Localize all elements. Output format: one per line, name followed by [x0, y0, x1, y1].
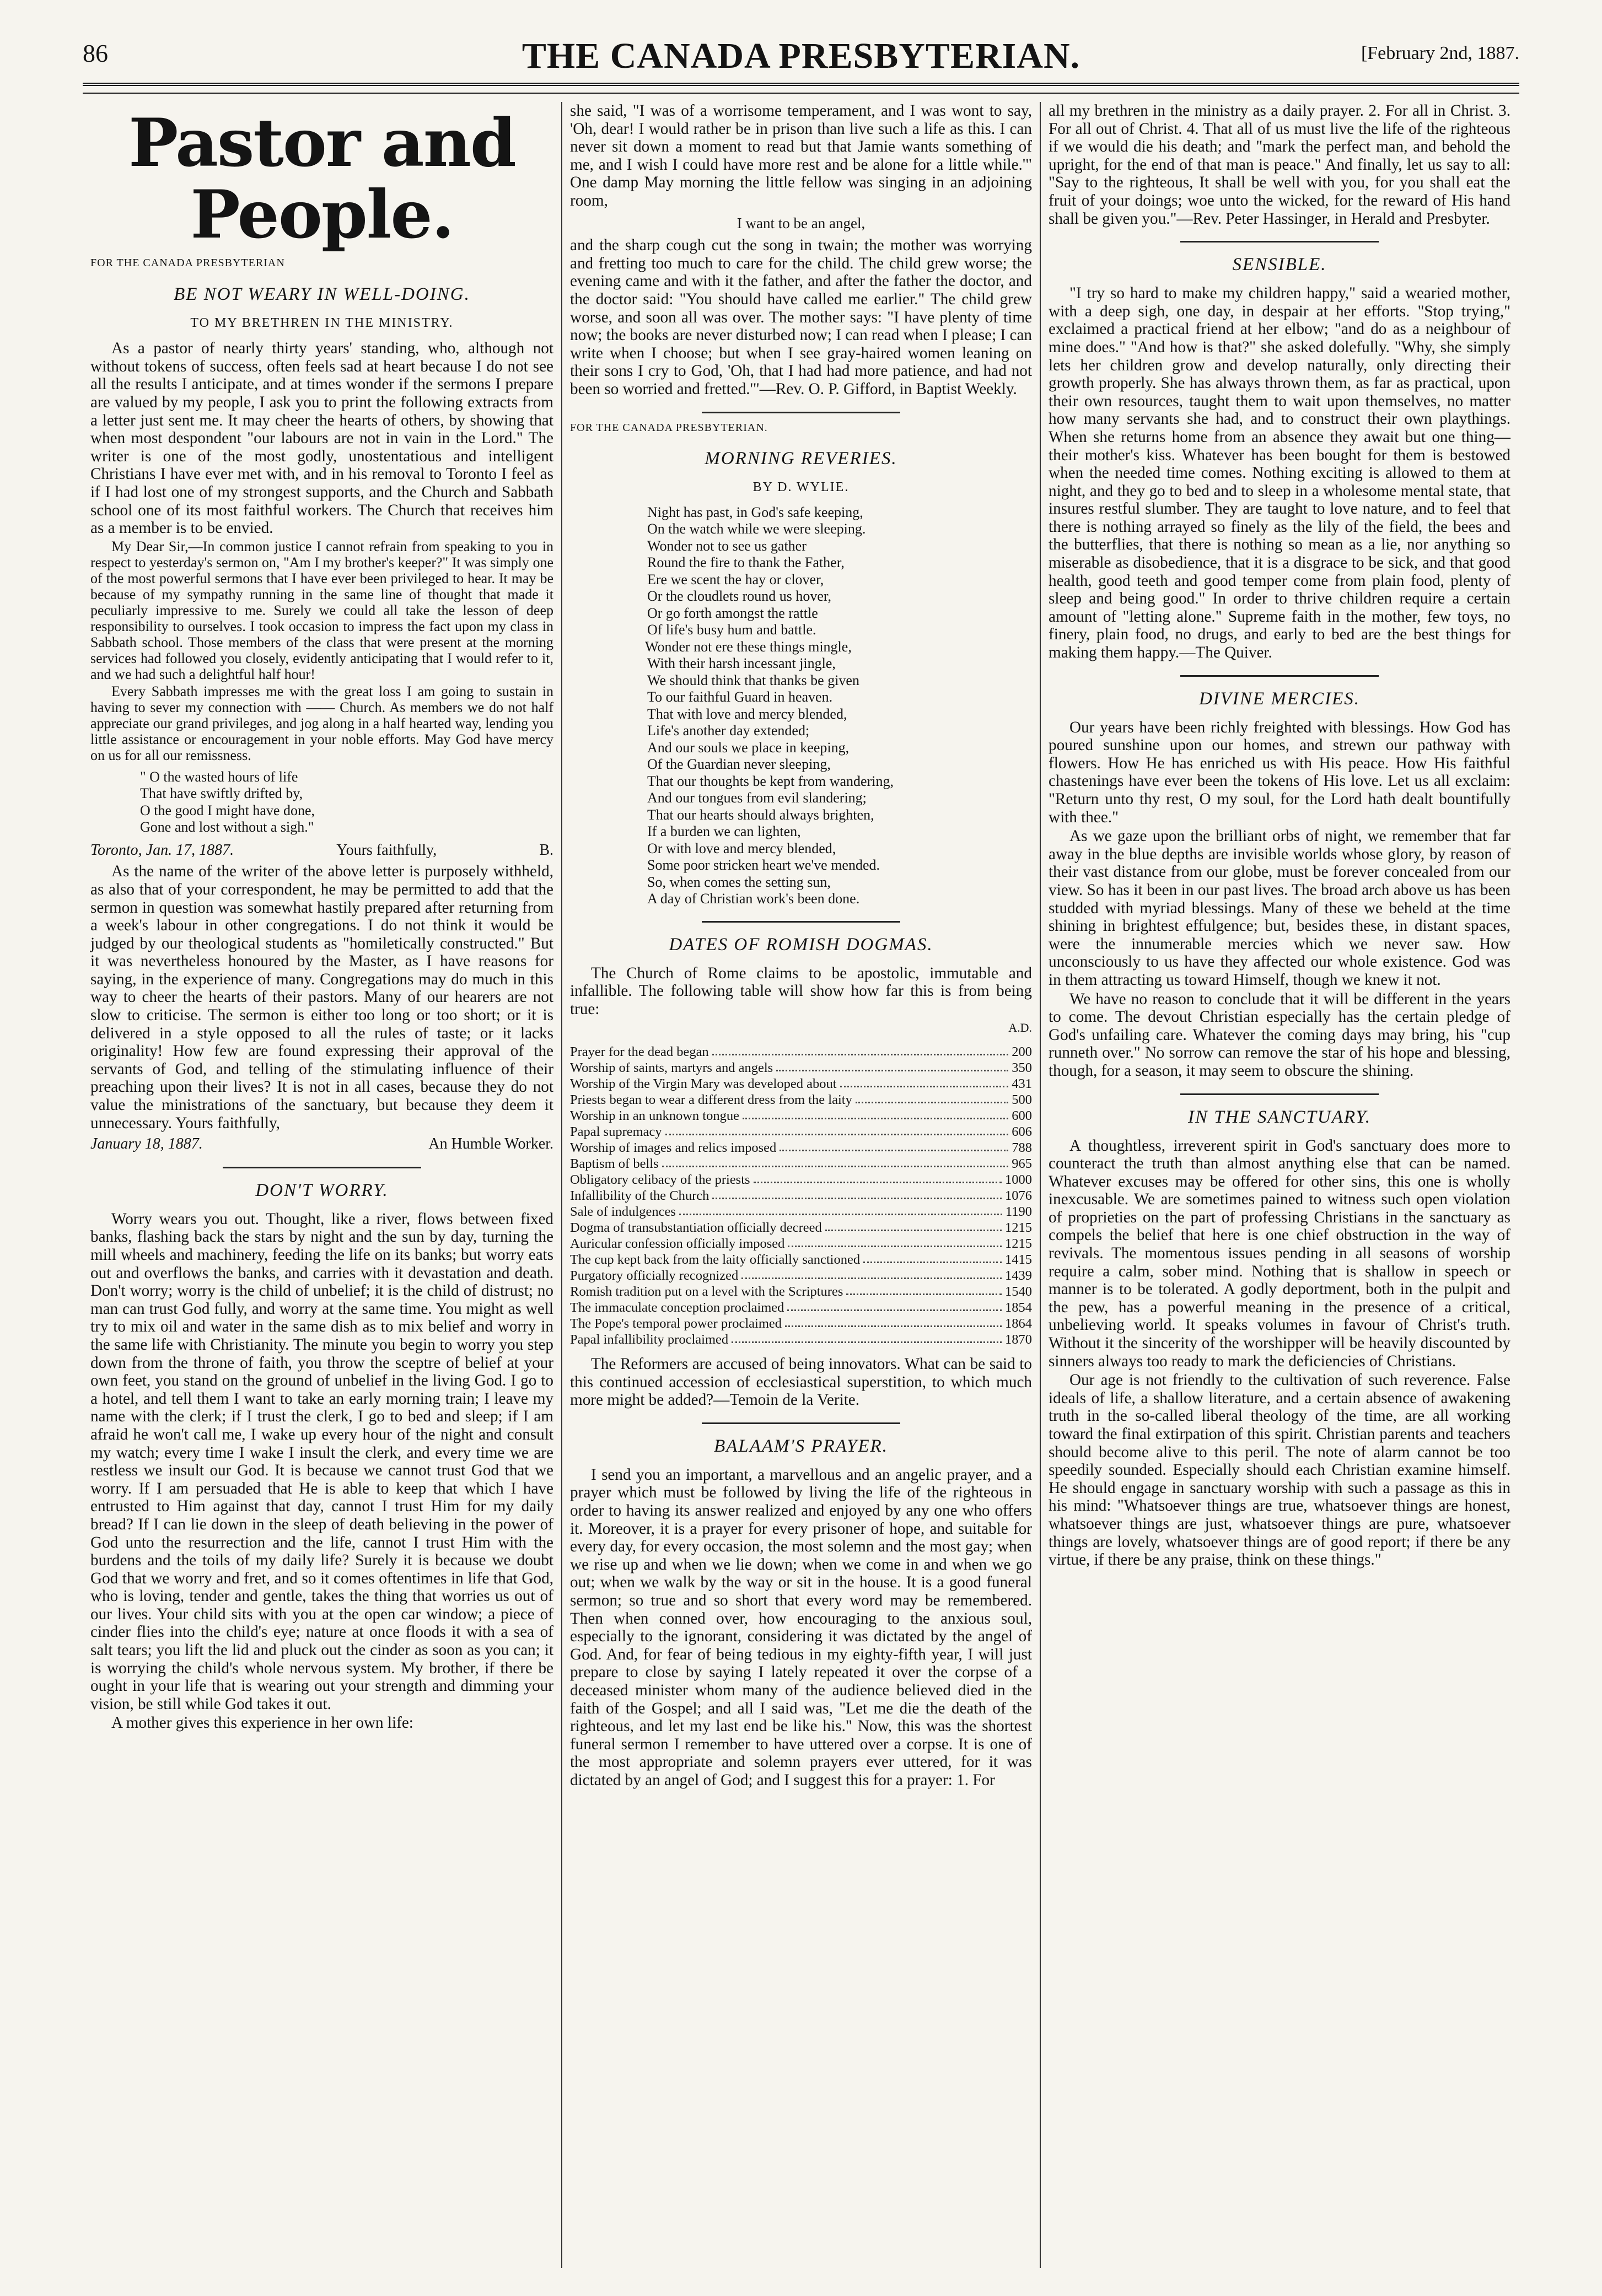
- article-paragraph: Worry wears you out. Thought, like a river, flows between fixed banks, flashing back the stars by night and the sun by day, turning the mill wheels and machinery, feeding the life on its banks; but worry eats out and overflows the banks, and carries with it devastation and death. Don't worry; worry is the child of unbelief; it is the child of distrust; no man can trust God fully, and worry at the same time. You might as well try to mix oil and water in the same dish as to mix belief and worry in the same life with Christianity. The minute you begin to worry you step down from the throne of faith, you throw the sceptre of belief at your own feet, you stand on the ground of unbelief in the living God. I go to a hotel, and tell them I want to take an early morning train; I leave my name with the clerk; if I trust the clerk, I go to bed and sleep; if I am afraid he won't call me, I wake up every hour of the night and consult my watch; every time I wake I insult the clerk, and every time we are restless we insult our God. It is because we cannot trust God that we worry. If I am persuaded that He is able to keep that which I have entrusted to Him against that day, cannot I trust Him for my daily bread? If I can lie down in the sleep of death believing in the power of God unto the resurrection and the life, cannot I trust Him with the burdens and the toils of my daily life? Surely it is because we doubt God that we worry and fret, and so it comes oftentimes in life that God, who is loving, tender and gentle, takes the thing that worries us out of our lives. Your child sits with you at the open car window; a piece of cinder flies into the child's eye; nature at once floods it with a sea of salt tears; you lift the lid and pluck out the cinder as soon as you can; it is worrying the child's whole nervous system. My brother, if there be ought in your life that is wearing out your strength and dimming your vision, be still while God takes it out.: [90, 1210, 553, 1713]
- dogma-year: 1870: [1005, 1332, 1032, 1348]
- poem-line: Or go forth amongst the rattle: [647, 605, 818, 621]
- dogma-name: Purgatory officially recognized: [570, 1268, 739, 1284]
- article-heading-morning-reveries: MORNING REVERIES.: [705, 449, 897, 469]
- article-paragraph: Our age is not friendly to the cultivation of such reverence. False ideals of life, a shallow literature, and a certain absence of awakening truth in the so-called liberal theology of the time, are all working toward the final extirpation of this spirit. Christian parents and teachers should become alive to this peril. The note of alarm cannot be too speedily sounded. Especially should each Christian examine himself. He should engage in sanctuary worship with such a passage as this in his mind: "Whatsoever things are true, whatsoever things are honest, whatsoever things are just, whatsoever things are pure, whatsoever things are lovely, whatsoever things are of good report; if there be any virtue, if there be any praise, think on these things.": [1049, 1371, 1510, 1569]
- signature-initial: B.: [539, 841, 553, 859]
- dogma-year: 431: [1012, 1076, 1032, 1092]
- divider: [702, 921, 900, 923]
- dogma-name: Papal infallibility proclaimed: [570, 1332, 729, 1348]
- signature-place: Toronto, Jan. 17, 1887.: [90, 841, 234, 859]
- leader-dots: [732, 1341, 1002, 1343]
- article-paragraph: she said, "I was of a worrisome temperament, and I was wont to say, 'Oh, dear! I would rather be in prison than live such a life as this. I can never sit down a moment to read but that Jamie wants something of me, and I wish I could have more rest and be alone for a little while.'" One damp May morning the little fellow was singing in an adjoining room,: [570, 102, 1032, 209]
- article-heading-dates-dogmas: DATES OF ROMISH DOGMAS.: [669, 934, 933, 955]
- article-subheading: TO MY BRETHREN IN THE MINISTRY.: [190, 315, 454, 330]
- dogma-name: The cup kept back from the laity officially sanctioned: [570, 1252, 861, 1268]
- dogma-year: 1215: [1005, 1236, 1032, 1252]
- poem-line: That our thoughts be kept from wandering,: [647, 773, 894, 789]
- quoted-song-line: I want to be an angel,: [737, 214, 865, 231]
- dogma-year: 606: [1012, 1124, 1032, 1140]
- table-row: [570, 1236, 1032, 1252]
- column-2: [561, 102, 1040, 2268]
- divider: [1180, 675, 1379, 677]
- poem-line: And our souls we place in keeping,: [647, 739, 850, 756]
- letter-paragraph: My Dear Sir,—In common justice I cannot refrain from speaking to you in respect to yesterday's sermon on, "Am I my brother's keeper?" It was simply one of the most powerful sermons that I have ever been privileged to hear. It may be because of my sympathy running in the same line of thought that made it peculiarly impressive to me. Surely we could all take the lesson of deep responsibility to ourselves. I took occasion to impress the fact upon my class in Sabbath school. Those members of the class that were present at the morning services had followed you closely, evidently anticipating that I would refer to it, and we had such a delightful half hour!: [90, 538, 553, 682]
- signature-date: January 18, 1887.: [90, 1135, 203, 1153]
- masthead: [83, 36, 1519, 83]
- poem-line: " O the wasted hours of life: [140, 768, 298, 785]
- dogma-year: 1540: [1005, 1284, 1032, 1300]
- poem-line: Or with love and mercy blended,: [647, 840, 836, 856]
- poem-line: So, when comes the setting sun,: [647, 874, 831, 890]
- poem-line: That have swiftly drifted by,: [140, 785, 303, 802]
- dogma-name: Worship of the Virgin Mary was developed about: [570, 1076, 837, 1092]
- leader-dots: [856, 1102, 1008, 1103]
- article-paragraph: A mother gives this experience in her own life:: [111, 1714, 413, 1732]
- leader-dots: [776, 1070, 1008, 1071]
- table-row: [570, 1300, 1032, 1316]
- leader-dots: [743, 1118, 1008, 1119]
- divider: [223, 1167, 421, 1168]
- poem-line: That with love and mercy blended,: [647, 705, 847, 722]
- dogma-year: 200: [1012, 1044, 1032, 1060]
- leader-dots: [788, 1246, 1002, 1247]
- table-row: [570, 1332, 1032, 1348]
- table-row: [570, 1108, 1032, 1124]
- poem-line: That our hearts should always brighten,: [647, 806, 874, 823]
- article-heading-be-not-weary: BE NOT WEARY IN WELL-DOING.: [174, 284, 470, 304]
- poem-line: Round the fire to thank the Father,: [647, 554, 845, 571]
- leader-dots: [754, 1182, 1002, 1183]
- poem-line: Or the cloudlets round us hover,: [647, 588, 832, 605]
- table-row: [570, 1172, 1032, 1188]
- article-heading-in-the-sanctuary: IN THE SANCTUARY.: [1188, 1107, 1371, 1127]
- dogma-year: 1864: [1005, 1316, 1032, 1332]
- poem-line: Life's another day extended;: [647, 723, 810, 739]
- column-3: [1040, 102, 1518, 2268]
- dogma-year: 788: [1012, 1140, 1032, 1156]
- leader-dots: [787, 1309, 1002, 1311]
- divider: [1180, 241, 1379, 242]
- section-title: Pastor and People.: [128, 104, 515, 254]
- leader-dots: [846, 1293, 1002, 1295]
- for-label: FOR THE CANADA PRESBYTERIAN: [90, 257, 285, 269]
- issue-date: [February 2nd, 1887.: [1361, 43, 1519, 63]
- columns: [83, 102, 1519, 2268]
- table-row: [570, 1284, 1032, 1300]
- letter-paragraph: Every Sabbath impresses me with the great loss I am going to sustain in having to sever my connection with —— Church. As members we do not half appreciate our grand privileges, and jog along in a half hearted way, lending you little assistance or encouragement in your noble efforts. May God have mercy on us for all our remissness.: [90, 683, 553, 763]
- article-signature: [90, 1135, 553, 1154]
- poem-line: Wonder not to see us gather: [647, 537, 807, 554]
- for-label: FOR THE CANADA PRESBYTERIAN.: [570, 421, 768, 434]
- poem-line: On the watch while we were sleeping.: [647, 521, 866, 537]
- article-heading-divine-mercies: DIVINE MERCIES.: [1198, 688, 1361, 709]
- article-paragraph: As the name of the writer of the above letter is purposely withheld, as also that of your correspondent, he may be permitted to add that the sermon in question was somewhat hastily prepared after returning from a week's labour in other congregations. I do not think it would be judged by our theological students as "homiletically constructed." But it was nevertheless honoured by the Master, as I have reasons for saying, in the experience of many. Congregations may do much in this way to cheer the hearts of their pastors. Many of our hearers are not slow to criticise. The sermon is either too long or too short; or it is delivered in a style opposed to all the rules of taste; or it lacks originality! How few are found expressing their approval of the servants of God, and telling of the stimulating influence of their preaching upon their lives? It is not in all cases, because they do not value the ministrations of the sanctuary, but because they deem it unnecessary. Yours faithfully,: [90, 863, 553, 1132]
- masthead-rule: [83, 83, 1519, 86]
- dogma-year: 1215: [1005, 1220, 1032, 1236]
- article-paragraph: As a pastor of nearly thirty years' standing, who, although not without tokens of success, often feels sad at heart because I do not see all the results I anticipate, and at times wonder if the sermons I prepare are valued by my people, I ask you to print the following extracts from a letter just sent me. It may cheer the hearts of others, by showing that when most despondent "our labours are not in vain in the Lord." The writer is one of the most godly, unostentatious and intelligent Christians I have ever met with, and in his removal to Toronto I feel as if I had lost one of my strongest supports, and the Church and Sabbath school one of its most faithful workers. The Church that receives him as a member is to be envied.: [90, 339, 553, 537]
- dogma-name: Dogma of transubstantiation officially decreed: [570, 1220, 822, 1236]
- table-row: [570, 1316, 1032, 1332]
- column-1: [83, 102, 561, 2268]
- poem-line: And our tongues from evil slandering;: [647, 790, 867, 806]
- poem-line: Of the Guardian never sleeping,: [647, 756, 831, 773]
- poem-line: A day of Christian work's been done.: [647, 891, 860, 907]
- table-row: [570, 1252, 1032, 1268]
- dogma-table: [570, 1044, 1032, 1348]
- dogma-year: 1076: [1005, 1188, 1032, 1204]
- dogma-name: The Pope's temporal power proclaimed: [570, 1316, 782, 1332]
- article-heading-dont-worry: DON'T WORRY.: [255, 1180, 389, 1200]
- letter-poem: [140, 769, 553, 836]
- article-heading-balaams-prayer: BALAAM'S PRAYER.: [714, 1436, 888, 1456]
- article-paragraph: all my brethren in the ministry as a daily prayer. 2. For all in Christ. 3. For all out of Christ. 4. That all of us must live the life of the righteous if we would die his death; and "mark the perfect man, and behold the upright, for the end of that man is peace." And finally, let us say to all: "Say to the righteous, It shall be well with you, for you shall eat the fruit of your doings; woe unto the wicked, for the reward of His hand shall be given you."—Rev. Peter Hassinger, in Herald and Presbyter.: [1049, 102, 1510, 228]
- leader-dots: [741, 1278, 1002, 1279]
- letter-signature: [90, 842, 553, 860]
- dogma-year: 600: [1012, 1108, 1032, 1124]
- dogma-name: Romish tradition put on a level with the Scriptures: [570, 1284, 843, 1300]
- leader-dots: [840, 1086, 1009, 1087]
- dogma-year: 500: [1012, 1092, 1032, 1108]
- table-row: [570, 1060, 1032, 1076]
- poem-line: O the good I might have done,: [140, 802, 315, 818]
- table-row: [570, 1268, 1032, 1284]
- page-number: 86: [83, 39, 108, 67]
- dogma-name: Worship of images and relics imposed: [570, 1140, 777, 1156]
- poem-line: Night has past, in God's safe keeping,: [647, 504, 863, 520]
- leader-dots: [712, 1198, 1002, 1199]
- dogma-name: Obligatory celibacy of the priests: [570, 1172, 750, 1188]
- article-paragraph: We have no reason to conclude that it will be different in the years to come. The devout Christian especially has the certain pledge of God's unfailing care. Whatever the coming days may bring, his "cup runneth over." No sorrow can remove the star of his hope and blessing, though, for a season, it may seem to obscure the shining.: [1049, 990, 1510, 1080]
- divider: [702, 1422, 900, 1424]
- dogma-year: 1854: [1005, 1300, 1032, 1316]
- leader-dots: [662, 1166, 1009, 1167]
- dogma-name: Papal supremacy: [570, 1124, 662, 1140]
- poem-line: Some poor stricken heart we've mended.: [647, 857, 880, 874]
- dogma-name: Priests began to wear a different dress from the laity: [570, 1092, 852, 1108]
- dogma-name: Auricular confession officially imposed: [570, 1236, 785, 1252]
- dogma-year: 1000: [1005, 1172, 1032, 1188]
- table-row: [570, 1188, 1032, 1204]
- article-paragraph: "I try so hard to make my children happy," said a wearied mother, with a deep sigh, one day, in despair at her efforts. "Stop trying," exclaimed a practical friend at her elbow; "and do as a neighbour of mine does." "And how is that?" she asked dolefully. "Why, she simply lets her children grow and develop naturally, only directing their growth properly. She has always thrown them, as far as practical, upon their own resources, taught them to wait upon themselves, no matter how many servants she had, and to construct their own playthings. When she returns home from an absence they await but one thing—their mother's kiss. Whatever has been bought for them is bestowed when the needed time comes. Nothing exciting is allowed to them at night, and they go to bed and to sleep in a wholesome mental state, that insures restful slumber. They are taught to love nature, and to feel that there is nothing arrayed so finely as the lily of the field, the bees and the butterflies, that there is nothing so mean as a lie, nor anything so miserable as disobedience, that it is a disgrace to be sick, and that good health, good teeth and good temper come from plain food, plenty of sleep and being good." In order to thrive children require a certain amount of "letting alone." Supreme faith in the mother, few toys, no finery, plain food, no drugs, and early to bed are the best things for making them happy.—The Quiver.: [1049, 284, 1510, 662]
- table-row: [570, 1140, 1032, 1156]
- dogma-year: 1439: [1005, 1268, 1032, 1284]
- leader-dots: [863, 1262, 1002, 1263]
- dogma-year: 1415: [1005, 1252, 1032, 1268]
- table-row: [570, 1124, 1032, 1140]
- dogma-name: Worship of saints, martyrs and angels: [570, 1060, 773, 1076]
- table-row: [570, 1204, 1032, 1220]
- leader-dots: [785, 1325, 1002, 1327]
- dogma-year: 350: [1012, 1060, 1032, 1076]
- signature-name: An Humble Worker.: [428, 1135, 553, 1153]
- poem-line: We should think that thanks be given: [647, 672, 859, 688]
- leader-dots: [712, 1054, 1009, 1055]
- leader-dots: [665, 1134, 1009, 1135]
- leader-dots: [780, 1150, 1008, 1151]
- reveries-poem: [647, 504, 1032, 908]
- article-paragraph: The Church of Rome claims to be apostolic, immutable and infallible. The following table will show how far this is from being true:: [570, 964, 1032, 1018]
- masthead-rule-thin: [83, 93, 1519, 94]
- table-row: [570, 1156, 1032, 1172]
- poem-line: Gone and lost without a sigh.": [140, 819, 314, 836]
- dogma-name: Sale of indulgences: [570, 1204, 676, 1220]
- poem-line: Ere we scent the hay or clover,: [647, 571, 824, 588]
- table-row: [570, 1076, 1032, 1092]
- poem-line: To our faithful Guard in heaven.: [647, 689, 833, 705]
- dogma-name: Baptism of bells: [570, 1156, 659, 1172]
- article-paragraph: and the sharp cough cut the song in twain; the mother was worrying and fretting too much to care for the child. The child grew worse; the evening came and with it the father, and after the father the doctor, and the doctor said: "You should have called me earlier." The child grew worse, and soon all was over. The mother says: "I have plenty of time now; the books are never disturbed now; I can read when I please; I can write when I choose; but when I see gray-haired women leaning on their sons I cry to God, 'Oh, that I had had more patience, and had not been so worried and fretted.'"—Rev. O. P. Gifford, in Baptist Weekly.: [570, 236, 1033, 398]
- poem-line: Wonder not ere these things mingle,: [645, 638, 852, 655]
- table-row: [570, 1092, 1032, 1108]
- article-paragraph: The Reformers are accused of being innovators. What can be said to this continued accession of ecclesiastical superstition, to which much more might be added?—Temoin de la Verite.: [570, 1355, 1032, 1409]
- article-paragraph: Our years have been richly freighted with blessings. How God has poured sunshine upon our homes, and strewn our pathway with flowers. How He has enriched us with His peace. How His faithful chastenings have ever been the tokens of His love. Let us all exclaim: "Return unto thy rest, O my soul, for the Lord hath dealt bountifully with thee.": [1049, 718, 1510, 826]
- dogma-name: Infallibility of the Church: [570, 1188, 709, 1204]
- dogma-year: 1190: [1005, 1204, 1032, 1220]
- divider: [702, 412, 900, 413]
- dogma-name: Prayer for the dead began: [570, 1044, 709, 1060]
- dogma-name: Worship in an unknown tongue: [570, 1108, 739, 1124]
- dogma-name: The immaculate conception proclaimed: [570, 1300, 784, 1316]
- table-column-header: A.D.: [1008, 1021, 1032, 1035]
- poem-line: With their harsh incessant jingle,: [647, 655, 836, 672]
- table-row: [570, 1044, 1032, 1060]
- article-paragraph: I send you an important, a marvellous and an angelic prayer, and a prayer which must be followed by living the life of the righteous in order to having its answer realized and enjoyed by any one who offers it. Moreover, it is a prayer for every prisoner of hope, and suitable for every day, for every occasion, the most solemn and the most gay; when we rise up and when we lie down; when we come in and when we go out; when we walk by the way or sit in the house. It is a good funeral sermon; so true and so short that every word may be remembered. Then when conned over, how encouraging to the anxious soul, especially to the ignorant, considering it was dictated by the angel of God. And, for fear of being tedious in my eighty-fifth year, I will just prepare to close by saying I lately repeated it over the corpse of a deceased minister whom many of the audience believed died in the faith of the Gospel; and all I said was, "Let me die the death of the righteous, and let my last end be like his." Now, this was the shortest funeral sermon I remember to have uttered over a corpse. It is one of the most appropriate and solemn prayers ever uttered, for it was dictated by an angel of God; and I suggest this for a prayer: 1. For: [570, 1465, 1032, 1789]
- poem-line: Of life's busy hum and battle.: [647, 622, 816, 638]
- article-heading-sensible: SENSIBLE.: [1232, 255, 1327, 275]
- article-byline: BY D. WYLIE.: [752, 480, 850, 495]
- leader-dots: [825, 1230, 1002, 1231]
- newspaper-title: THE CANADA PRESBYTERIAN.: [522, 36, 1080, 76]
- dogma-year: 965: [1012, 1156, 1032, 1172]
- poem-line: If a burden we can lighten,: [647, 823, 801, 840]
- article-paragraph: As we gaze upon the brilliant orbs of night, we remember that far away in the blue depths are invisible worlds whose glory, by reason of their vast distance from our globe, must be forever concealed from our view. So has it been in our past lives. The broad arch above us has been studded with myriad blessings. Many of these we beheld at the time shining in brightest effulgence; but, besides these, in distant spaces, were the innumerable mercies which we never saw. How unconsciously to us have they affected our whole existence. God was in them attracting us toward Himself, though we knew it not.: [1049, 827, 1510, 989]
- leader-dots: [679, 1214, 1002, 1215]
- divider: [1180, 1093, 1379, 1095]
- signature-close: Yours faithfully,: [336, 841, 437, 859]
- article-paragraph: A thoughtless, irreverent spirit in God's sanctuary does more to counteract the truth than almost anything else that can be named. Whatever excuses may be offered for other sins, this one is wholly inexcusable. We are sometimes pained to witness such open violation of proprieties on the part of professing Christians in the sanctuary as compels the belief that here is one chief obstruction in the way of revivals. The momentous issues pending in all seasons of worship require a calm, sober mind. Nothing that is shallow in speech or manner is to be tolerated. A godly deportment, both in the pulpit and the pew, has a powerful meaning in the presence of a critical, unbelieving world. It speaks volumes in favour of Christ's truth. Without it the sincerity of the worshipper will be heavily discounted by sinners always too ready to mark the deficiencies of Christians.: [1049, 1136, 1510, 1370]
- table-row: [570, 1220, 1032, 1236]
